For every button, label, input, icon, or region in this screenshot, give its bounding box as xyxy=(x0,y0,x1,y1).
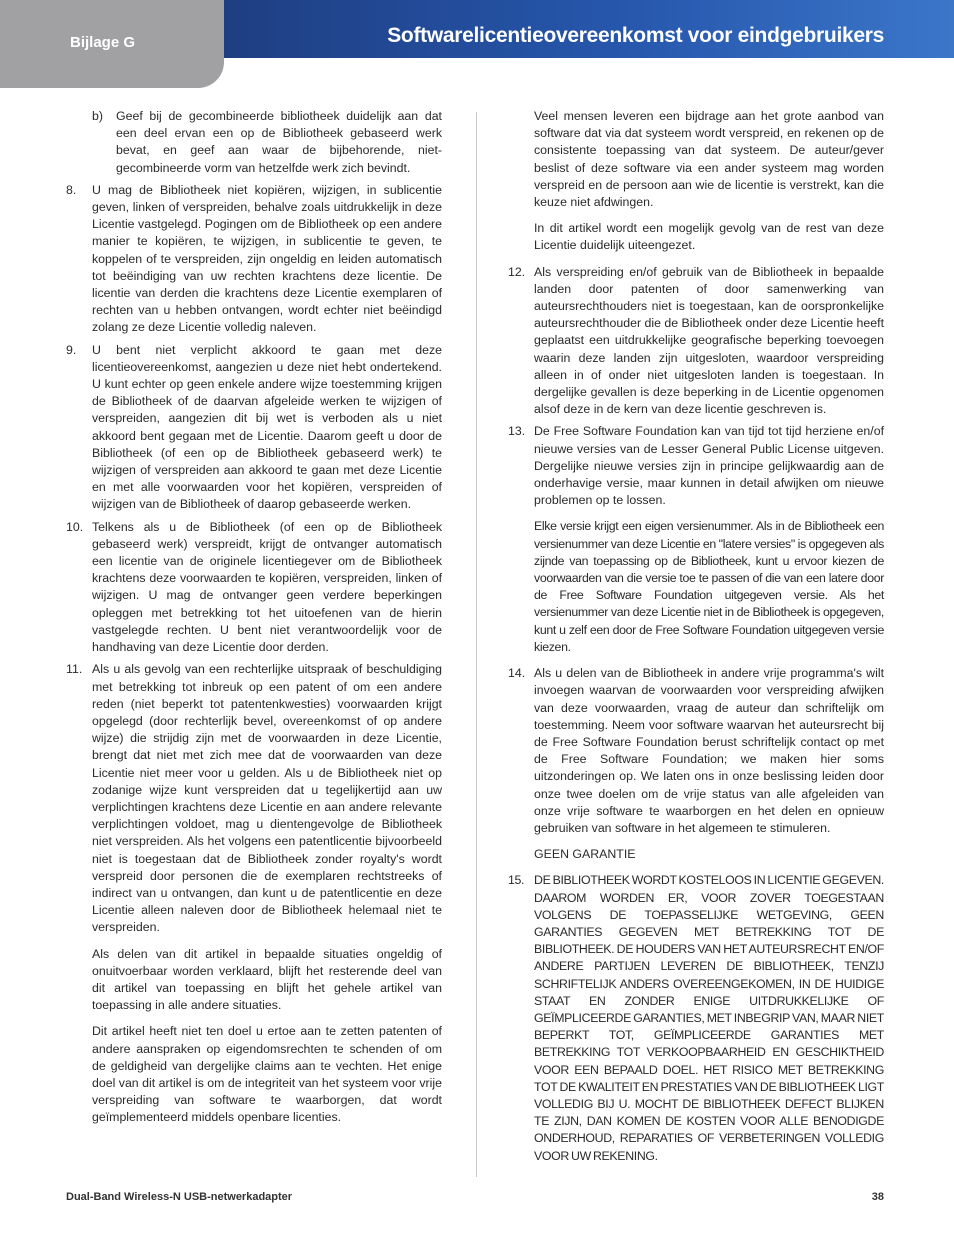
item-number: 9. xyxy=(66,342,77,357)
list-item-14 xyxy=(508,665,884,837)
item-text: Als verspreiding en/of gebruik van de Bibliotheek in bepaalde landen door patenten of door samenwerking van auteursrechthouders niet is toegestaan, kan de oorspronkelijke auteursrechthouder die de Bibliotheek onder deze Licentie heeft geplaatst een uitdrukkelijke geografische beperking toevoegen waarin deze landen zijn uitgesloten, waardoor verspreiding alleen in of onder niet uitgesloten landen is toegestaan. In dergelijke gevallen is deze beperking in de Licentie opgenomen alsof deze in de kern van deze licentie geschreven is. xyxy=(534,264,884,417)
item-number: 11. xyxy=(66,662,83,677)
item-text: Als u delen van de Bibliotheek in andere vrije programma's wilt invoegen waarvan de voorwaarden voor verspreiding afwijken van deze voorwaarden, vraag de auteur dan schriftelijk om toestemming. Neem voor software waarvan het auteursrecht bij de Free Software Foundation berust schriftelijk contact op met de Free Software Foundation; we maken hier soms uitzonderingen op. We laten ons in onze beslissing leiden door onze twee doelen om de vrije status van alle afgeleiden van onze vrije software te waarborgen en het delen en opnieuw gebruiken van software in het algemeen te stimuleren. xyxy=(534,666,884,835)
paragraph: Dit artikel heeft niet ten doel u ertoe aan te zetten patenten of andere aanspraken op eigendomsrechten te schenden of om de geldigheid van dergelijke claims aan te vechten. Het enige doel van dit artikel is om de integriteit van het systeem voor vrije verspreiding van software te waarborgen, dat wordt geïmplementeerd middels openbare licenties. xyxy=(92,1024,442,1125)
item-number: 12. xyxy=(508,264,526,279)
paragraph: Als delen van dit artikel in bepaalde situaties ongeldig of onuitvoerbaar worden verklaard, blijft het resterende deel van dit artikel van toepassing en blijft het gehele artikel van toepassing in alle andere situaties. xyxy=(92,946,442,1013)
page-header xyxy=(0,0,954,88)
item-number: 8. xyxy=(66,182,77,197)
list-item-11 xyxy=(66,661,442,936)
footer-product-name: Dual-Band Wireless-N USB-netwerkadapter xyxy=(66,1191,293,1203)
item-text: U bent niet verplicht akkoord te gaan met deze licentieovereenkomst, aangezien u deze niet hebt ondertekend. U kunt echter op geen enkele andere wijze toestemming krijgen de Bibliotheek of de daarvan afgeleide werken te wijzigen of verspreiden, aangezien dit bij wet is verboden als u niet akkoord bent gegaan met de Licentie. Daarom geeft u door de Bibliotheek (of een op de Bibliotheek gebaseerd werk) te wijzigen of verspreiden aan akkoord te gaan met deze Licentie en met alle voorwaarden voor het kopiëren, verspreiden of wijzigen van de Bibliotheek of daarop gebaseerde werken. xyxy=(92,342,442,512)
list-item-b xyxy=(66,108,442,177)
item-text: Geef bij de gecombineerde bibliotheek duidelijk aan dat een deel ervan een op de Bibliotheek gebaseerd werk bevat, en geef aan waar de bijbehorende, niet-gecombineerde vorm van hetzelfde werk zich bevindt. xyxy=(116,109,442,175)
title-band xyxy=(224,0,954,58)
list-item-13 xyxy=(508,423,884,509)
paragraph: Elke versie krijgt een eigen versienummer. Als in de Bibliotheek een versienummer van deze Licentie en "latere versies" is opgegeven als zijnde van toepassing op de Bibliotheek, kunt u ervoor kiezen de voorwaarden van die versie toe te passen of die van een latere door de Free Software Foundation uitgegeven versie. Als het versienummer van deze Licentie niet in de Bibliotheek is opgegeven, kunt u zelf een door de Free Software Foundation uitgegeven versie kiezen. xyxy=(534,519,884,654)
page-title: Softwarelicentieovereenkomst voor eindgebruikers xyxy=(387,24,884,47)
list-item-9 xyxy=(66,342,442,514)
item-number: 13. xyxy=(508,424,526,439)
item-number: 10. xyxy=(66,519,84,534)
list-item-10 xyxy=(66,519,442,657)
item-number: 14. xyxy=(508,666,526,681)
no-warranty-heading: GEEN GARANTIE xyxy=(534,847,636,862)
item-text: De Free Software Foundation kan van tijd tot tijd herziene en/of nieuwe versies van de Lesser General Public License uitgeven. Dergelijke nieuwe versies zijn in principe gelijkwaardig aan de onderhavige versie, maar kunnen in detail afwijken om nieuwe problemen op te lossen. xyxy=(534,424,884,508)
paragraph: In dit artikel wordt een mogelijk gevolg van de rest van deze Licentie duidelijk uiteengezet. xyxy=(534,221,884,253)
item-text: U mag de Bibliotheek niet kopiëren, wijzigen, in sublicentie geven, linken of verspreiden, behalve zoals uitdrukkelijk in deze Licentie vastgelegd. Pogingen om de Bibliotheek op een andere manier te kopiëren, te wijzigen, in sublicentie te geven, te koppelen of te verspreiden, zijn ongeldig en leiden automatisch tot beëindiging van uw rechten krachtens deze licentie. De licentie van derden die krachtens deze Licentie exemplaren of rechten van u hebben ontvangen, wordt echter niet beëindigd zolang ze deze Licentie volledig naleven. xyxy=(92,182,442,335)
item-text: Als u als gevolg van een rechterlijke uitspraak of beschuldiging met betrekking tot inbreuk op een patent of om een andere reden (niet beperkt tot patentenkwesties) voorwaarden krijgt opgelegd (door rechterlijk bevel, overeenkomst of op andere wijze) die strijdig zijn met de voorwaarden in deze Licentie, brengt dat niet met zich mee dat de voorwaarden van deze Licentie niet meer voor u gelden. Als u de Bibliotheek niet op zodanige wijze kunt verspreiden dat u tegelijkertijd aan uw verplichtingen krachtens deze Licentie en aan andere relevante verplichtingen voldoet, mag u dientengevolge de Bibliotheek niet verspreiden. Als het volgens een patentlicentie bijvoorbeeld niet is toegestaan dat de Bibliotheek zonder royalty's wordt verspreid door personen die de exemplaren rechtstreeks of indirect van u ontvangen, dan kunt u de patentlicentie en deze Licentie alleen naleven door de Bibliotheek helemaal niet te verspreiden. xyxy=(92,662,442,935)
item-number: b) xyxy=(92,109,103,123)
list-item-12 xyxy=(508,264,884,419)
appendix-label: Bijlage G xyxy=(70,34,136,51)
list-item-8 xyxy=(66,182,442,337)
column-divider xyxy=(476,112,477,1177)
left-column xyxy=(66,108,442,1136)
list-item-15 xyxy=(508,872,884,1164)
item-number: 15. xyxy=(508,873,525,888)
appendix-tab xyxy=(0,0,224,88)
item-text: Telkens als u de Bibliotheek (of een op de Bibliotheek gebaseerd werk) verspreidt, krijgt de ontvanger automatisch een licentie van de originele licentiegever om de Bibliotheek krachtens deze voorwaarden te kopiëren, verspreiden, linken of wijzigen. U mag de ontvanger geen verdere beperkingen opleggen met betrekking tot het uitoefenen van de hierin vastgelegde rechten. U bent niet verantwoordelijk voor de handhaving van deze Licentie door derden. xyxy=(92,519,442,655)
item-text: DE BIBLIOTHEEK WORDT KOSTELOOS IN LICENTIE GEGEVEN. DAAROM WORDEN ER, VOOR ZOVER TOEGESTAAN VOLGENS DE TOEPASSELIJKE WETGEVING, GEEN GARANTIES GEGEVEN MET BETREKKING TOT DE BIBLIOTHEEK. DE HOUDERS VAN HET AUTEURSRECHT EN/OF ANDERE PARTIJEN LEVEREN DE BIBLIOTHEEK, TENZIJ SCHRIFTELIJK ANDERS OVEREENGEKOMEN, IN DE HUIDIGE STAAT EN ZONDER ENIGE UITDRUKKELIJKE OF GEÏMPLICEERDE GARANTIES, MET INBEGRIP VAN, MAAR NIET BEPERKT TOT, GEÏMPLICEERDE GARANTIES MET BETREKKING TOT VERKOOPBAARHEID EN GESCHIKTHEID VOOR EEN BEPAALD DOEL. HET RISICO MET BETREKKING TOT DE KWALITEIT EN PRESTATIES VAN DE BIBLIOTHEEK LIGT VOLLEDIG BIJ U. MOCHT DE BIBLIOTHEEK DEFECT BLIJKEN TE ZIJN, DAN KOMEN DE KOSTEN VOOR ALLE BENODIGDE ONDERHOUD, REPARATIES OF VERBETERINGEN VOLLEDIG VOOR UW REKENING. xyxy=(534,873,884,1163)
paragraph: Veel mensen leveren een bijdrage aan het grote aanbod van software dat via dat systeem wordt verspreid, en rekenen op de consistente toepassing van dat systeem. De auteur/gever beslist of deze software via een ander systeem mag worden verspreid en de persoon aan wie de licentie is verstrekt, kan die keuze niet afdwingen. xyxy=(534,109,884,210)
page-number: 38 xyxy=(871,1191,884,1203)
right-column xyxy=(508,108,884,1170)
